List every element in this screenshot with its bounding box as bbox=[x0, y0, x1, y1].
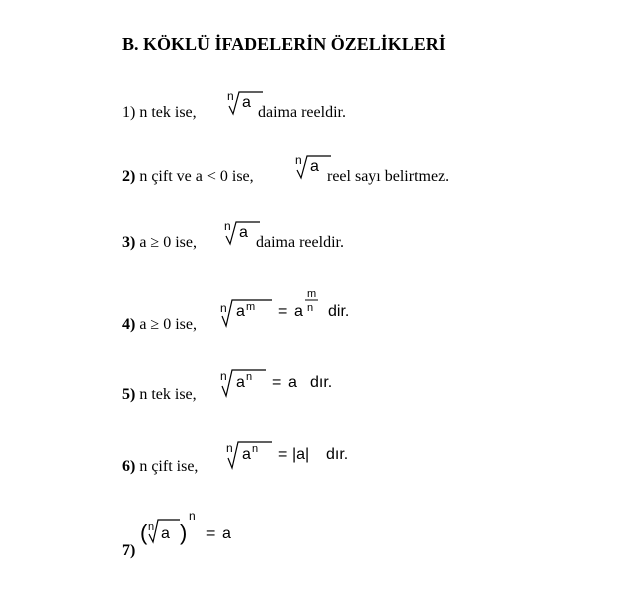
svg-text:): ) bbox=[180, 520, 188, 545]
svg-text:n: n bbox=[148, 521, 155, 533]
svg-text:=: = bbox=[206, 525, 216, 542]
odd-root-identity-formula bbox=[216, 364, 366, 404]
root-to-power-identity-formula bbox=[138, 508, 258, 552]
svg-text:a: a bbox=[161, 525, 170, 542]
svg-text:n: n bbox=[220, 301, 227, 315]
rule-1-result: daima reeldir. bbox=[258, 104, 346, 121]
svg-text:n: n bbox=[220, 369, 227, 383]
svg-text:m: m bbox=[246, 301, 256, 313]
svg-text:a: a bbox=[236, 303, 245, 320]
svg-text:a: a bbox=[239, 224, 248, 241]
svg-text:a: a bbox=[242, 446, 251, 463]
svg-text:a: a bbox=[242, 94, 251, 111]
svg-text:n: n bbox=[227, 89, 234, 103]
svg-text:dır.: dır. bbox=[310, 374, 333, 391]
svg-text:n: n bbox=[246, 371, 253, 383]
svg-text:a: a bbox=[310, 158, 319, 175]
svg-text:n: n bbox=[252, 443, 259, 455]
svg-text:a: a bbox=[236, 374, 245, 391]
rule-3-condition: 3) a ≥ 0 ise, bbox=[122, 234, 197, 251]
svg-text:a: a bbox=[222, 525, 231, 542]
rule-2-result: reel sayı belirtmez. bbox=[327, 168, 450, 185]
svg-text:dır.: dır. bbox=[326, 446, 349, 463]
svg-text:=: = bbox=[278, 446, 288, 463]
rule-6-condition: 6) n çift ise, bbox=[122, 458, 199, 475]
svg-text:=: = bbox=[272, 374, 282, 391]
svg-text:n: n bbox=[224, 219, 231, 233]
rule-5-condition: 5) n tek ise, bbox=[122, 386, 197, 403]
svg-text:=: = bbox=[278, 303, 288, 320]
svg-text:dir.: dir. bbox=[328, 303, 350, 320]
rule-2-condition: 2) n çift ve a < 0 ise, bbox=[122, 168, 254, 185]
root-power-identity-formula bbox=[216, 284, 376, 332]
svg-text:n: n bbox=[189, 509, 196, 523]
rule-4-condition: 4) a ≥ 0 ise, bbox=[122, 316, 197, 333]
section-title: B. KÖKLÜ İFADELERİN ÖZELİKLERİ bbox=[122, 34, 446, 54]
svg-text:n: n bbox=[307, 302, 314, 314]
svg-text:n: n bbox=[226, 441, 233, 455]
svg-text:m: m bbox=[307, 288, 317, 300]
rule-7-number: 7) bbox=[122, 542, 136, 559]
svg-text:a: a bbox=[288, 374, 297, 391]
rule-3-result: daima reeldir. bbox=[256, 234, 344, 251]
svg-text:(: ( bbox=[140, 520, 148, 545]
even-root-identity-formula bbox=[222, 436, 382, 476]
svg-text:|a|: |a| bbox=[292, 446, 310, 463]
svg-text:a: a bbox=[294, 303, 303, 320]
rule-1-condition: 1) n tek ise, bbox=[122, 104, 197, 121]
svg-text:n: n bbox=[295, 153, 302, 167]
